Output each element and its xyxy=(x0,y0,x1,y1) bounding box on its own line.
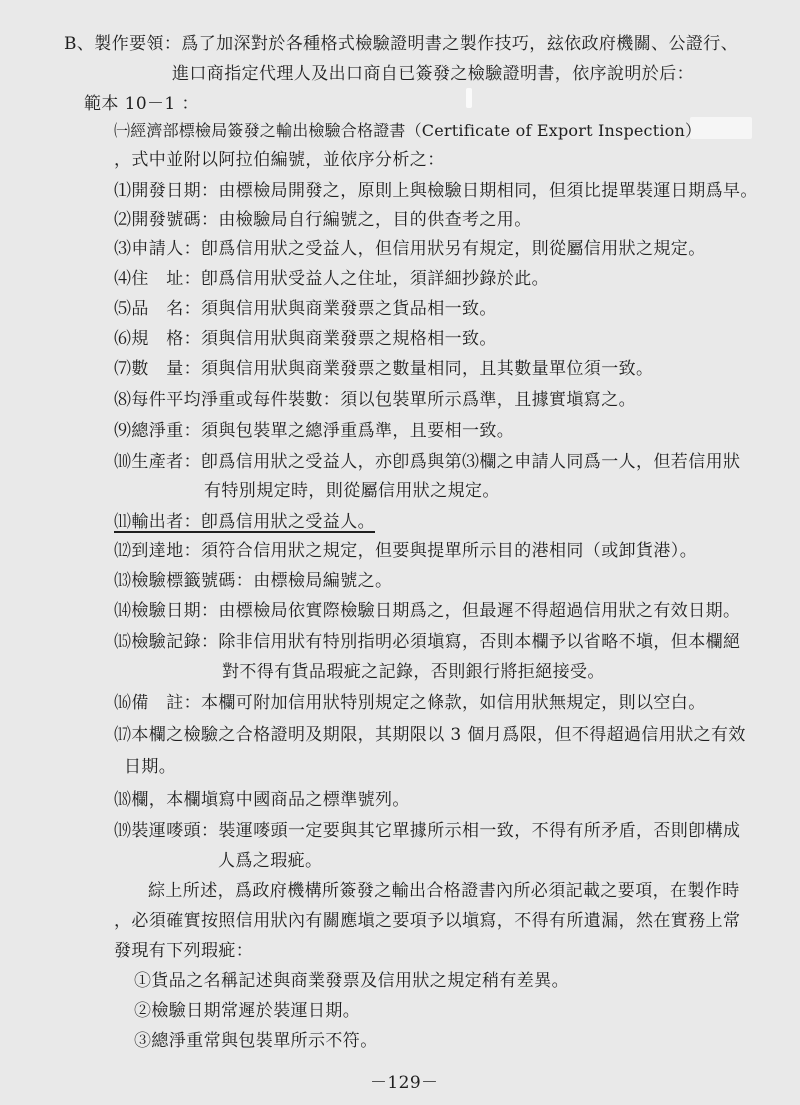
item-18: ⒅欄，本欄塡寫中國商品之標準號列。 xyxy=(114,790,410,810)
item-19-line-2: 人爲之瑕疵。 xyxy=(218,851,323,871)
item-3: ⑶申請人：卽爲信用狀之受益人，但信用狀另有規定，則從屬信用狀之規定。 xyxy=(114,239,706,259)
summary-line-3: 發現有下列瑕疵： xyxy=(114,941,254,961)
item-13: ⒀檢驗標籤號碼：由標檢局編號之。 xyxy=(114,571,393,591)
item-5: ⑸品 名：須與信用狀與商業發票之貨品相一致。 xyxy=(114,299,497,319)
item-9: ⑼總淨重：須與包裝單之總淨重爲準，且要相一致。 xyxy=(114,421,515,441)
item-19-line-1: ⒆裝運嘜頭：裝運嘜頭一定要與其它單據所示相一致，不得有所矛盾，否則卽構成 xyxy=(114,821,741,841)
item-8: ⑻每件平均淨重或每件裝數：須以包裝單所示爲準，且據實塡寫之。 xyxy=(114,390,636,410)
item-11: ⑾輸出者：卽爲信用狀之受益人。 xyxy=(114,512,375,532)
item-10-line-2: 有特別規定時，則從屬信用狀之規定。 xyxy=(204,481,500,501)
item-15-line-2: 對不得有貨品瑕疵之記錄，否則銀行將拒絕接受。 xyxy=(222,662,605,682)
heading-b-line-2: 進口商指定代理人及出口商自已簽發之檢驗證明書，依序說明於后： xyxy=(172,64,694,84)
item-16: ⒃備 註：本欄可附加信用狀特別規定之條款，如信用狀無規定，則以空白。 xyxy=(114,693,706,713)
item-4: ⑷住 址：卽爲信用狀受益人之住址，須詳細抄錄於此。 xyxy=(114,269,549,289)
defect-1: ①貨品之名稱記述與商業發票及信用狀之規定稍有差異。 xyxy=(134,971,569,991)
item-7: ⑺數 量：須與信用狀與商業發票之數量相同，且其數量單位須一致。 xyxy=(114,359,654,379)
item-17-line-2: 日期。 xyxy=(124,757,177,777)
page-number: －129－ xyxy=(370,1073,439,1093)
item-1: ⑴開發日期：由標檢局開發之，原則上與檢驗日期相同，但須比提單裝運日期爲早。 xyxy=(114,181,758,201)
summary-line-1: 綜上所述，爲政府機構所簽發之輸出合格證書內所必須記載之要項，在製作時 xyxy=(148,881,740,901)
sample-label: 範本 10－1 ： xyxy=(84,94,199,114)
item-17-line-1: ⒄本欄之檢驗之合格證明及期限，其期限以 3 個月爲限，但不得超過信用狀之有效 xyxy=(114,725,746,745)
item-14: ⒁檢驗日期：由標檢局依實際檢驗日期爲之，但最遲不得超過信用狀之有效日期。 xyxy=(114,601,741,621)
item-10-line-1: ⑽生產者：卽爲信用狀之受益人，亦卽爲與第⑶欄之申請人同爲一人，但若信用狀 xyxy=(114,452,741,472)
item-6: ⑹規 格：須與信用狀與商業發票之規格相一致。 xyxy=(114,329,497,349)
summary-line-2: ，必須確實按照信用狀內有關應塡之要項予以塡寫，不得有所遺漏，然在實務上常 xyxy=(114,911,741,931)
section-title-line-1: ㈠經濟部標檢局簽發之輸出檢驗合格證書（Certificate of Export Inspection） xyxy=(114,121,702,140)
heading-b-line-1: B、製作要領：爲了加深對於各種格式檢驗證明書之製作技巧，玆依政府機關、公證行、 xyxy=(64,34,739,54)
defect-3: ③總淨重常與包裝單所示不符。 xyxy=(134,1031,378,1051)
item-2: ⑵開發號碼：由檢驗局自行編號之，目的供查考之用。 xyxy=(114,210,532,230)
item-12: ⑿到達地：須符合信用狀之規定，但要與提單所示目的港相同（或卸貨港）。 xyxy=(114,541,698,561)
defect-2: ②檢驗日期常遲於裝運日期。 xyxy=(134,1001,361,1021)
item-15-line-1: ⒂檢驗記錄：除非信用狀有特別指明必須塡寫，否則本欄予以省略不塡，但本欄絕 xyxy=(114,632,741,652)
whiteout-mark xyxy=(466,88,472,108)
section-title-line-2: ，式中並附以阿拉伯編號，並依序分析之： xyxy=(114,150,445,170)
